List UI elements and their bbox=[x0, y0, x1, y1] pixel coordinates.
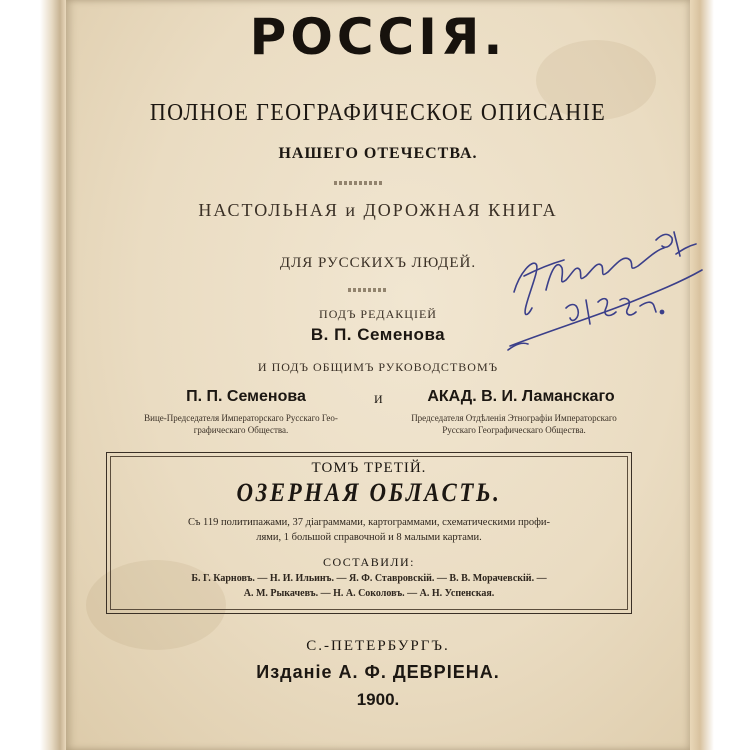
editor-name: В. П. Семенова bbox=[310, 325, 446, 344]
general-guidance-label: И ПОДЪ ОБЩИМЪ РУКОВОДСТВОМЪ bbox=[257, 360, 499, 374]
leader-right-description bbox=[364, 412, 664, 436]
publication-city: С.-ПЕТЕРБУРГЪ. bbox=[306, 638, 450, 654]
book-subtitle-2: НАШЕГО ОТЕЧЕСТВА. bbox=[278, 145, 478, 162]
illustrations-line: лями, 1 большой справочной и 8 малыми картами. bbox=[256, 532, 482, 543]
authors-line: А. М. Рыкачевъ. — Н. А. Соколовъ. — А. Н. Успенская. bbox=[243, 588, 495, 599]
authors-line: Б. Г. Карновъ. — Н. И. Ильинъ. — Я. Ф. Ставровскій. — В. В. Морачевскій. — bbox=[191, 573, 547, 584]
ornament-divider bbox=[348, 288, 388, 292]
book-binding-left bbox=[0, 0, 66, 750]
publisher-line: Изданіе А. Ф. ДЕВРІЕНА. bbox=[256, 662, 500, 682]
leader-left-desc-line: графическаго Общества. bbox=[193, 425, 289, 435]
volume-title: ОЗЕРНАЯ ОБЛАСТЬ. bbox=[236, 478, 502, 507]
handwritten-signature bbox=[506, 220, 706, 360]
volume-number: ТОМЪ ТРЕТІЙ. bbox=[311, 460, 427, 476]
leader-left-description bbox=[96, 412, 386, 436]
volume-frame bbox=[106, 452, 632, 614]
leader-right-desc-line: Русскаго Географическаго Общества. bbox=[442, 425, 586, 435]
publication-year: 1900. bbox=[356, 690, 400, 709]
illustrations-note bbox=[107, 515, 631, 545]
book-binding-right bbox=[690, 0, 750, 750]
compiled-by-label: СОСТАВИЛИ: bbox=[322, 555, 416, 569]
book-title: РОССІЯ. bbox=[249, 8, 507, 66]
authors-list bbox=[107, 571, 631, 601]
editor-label: ПОДЪ РЕДАКЦІЕЙ bbox=[319, 307, 437, 321]
illustrations-line: Съ 119 политипажами, 37 діаграммами, картограммами, схематическими профи- bbox=[187, 517, 551, 528]
book-subtitle: ПОЛНОЕ ГЕОГРАФИЧЕСКОЕ ОПИСАНІЕ bbox=[149, 100, 607, 126]
leader-right-name: АКАД. В. И. Ламанскаго bbox=[427, 388, 615, 405]
ornament-divider bbox=[334, 181, 384, 185]
leader-left-desc-line: Вице-Председателя Императорскаго Русскаго Гео- bbox=[144, 413, 338, 423]
and-word: И bbox=[374, 392, 383, 406]
title-page bbox=[66, 0, 690, 750]
leader-right-desc-line: Председателя Отдѣленія Этнографіи Императорскаго bbox=[411, 413, 617, 423]
leader-left-name: П. П. Семенова bbox=[186, 388, 306, 405]
handbook-line: НАСТОЛЬНАЯ и ДОРОЖНАЯ КНИГА bbox=[198, 200, 558, 220]
for-russians-line: ДЛЯ РУССКИХЪ ЛЮДЕЙ. bbox=[279, 255, 477, 271]
